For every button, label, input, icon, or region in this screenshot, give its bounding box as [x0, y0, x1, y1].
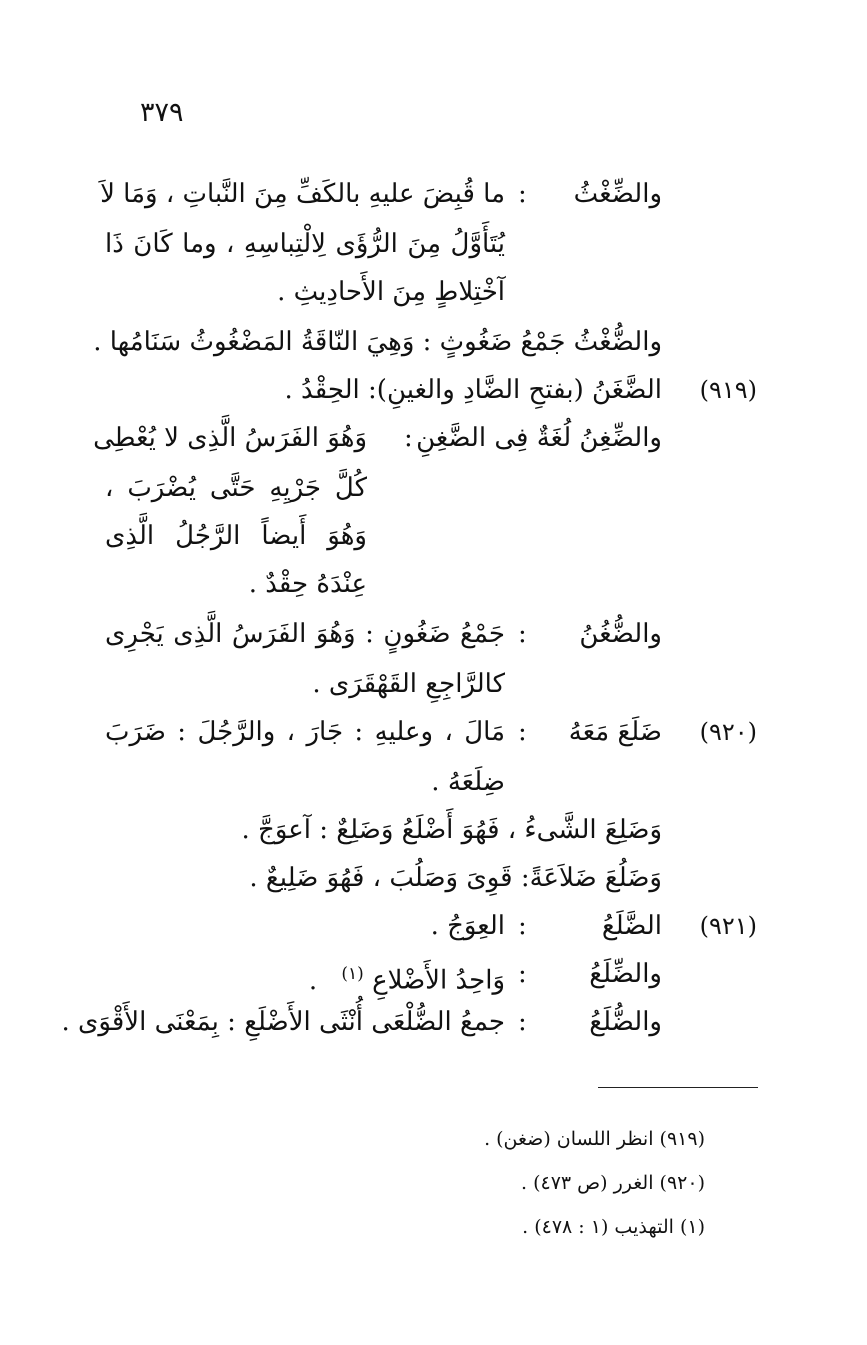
entry-line: والضُّغْثُ جَمْعُ ضَغُوثٍ : وَهِيَ النّاقَةُ المَضْغُوثُ سَنَامُها . [93, 327, 662, 357]
separator-colon: : [518, 1007, 527, 1037]
definition-line: وَهُوَ أَيضاً الرَّجُلُ الَّذِى [105, 521, 367, 551]
separator-colon: : [518, 911, 527, 941]
entry-line: الضَّغَنُ (بفتحِ الضَّادِ والغينِ): الحِقْدُ . [284, 375, 662, 405]
footnote: (٩١٩) انظر اللسان (ضغن) . [484, 1128, 705, 1150]
separator-colon: : [518, 717, 527, 747]
separator-colon: : [518, 179, 527, 209]
definition-line: عِنْدَهُ حِقْدٌ . [248, 569, 367, 599]
definition-line: وَهُوَ الفَرَسُ الَّذِى لا يُعْطِى [93, 423, 367, 453]
entry-number: (٩٢٠) [699, 718, 757, 746]
definition-line: كُلَّ جَرْيِهِ حَتَّى يُضْرَبَ ، [105, 473, 367, 503]
entry-line: وَضَلُعَ ضَلاَعَةً: قَوِىَ وَصَلُبَ ، فَهُوَ ضَلِيعٌ . [249, 863, 662, 893]
separator-colon: : [404, 423, 413, 453]
definition-line: العِوَجُ . [430, 911, 505, 941]
headword-dula3: والضُّلَعُ [589, 1007, 662, 1037]
definition-line: مَالَ ، وعليهِ : جَارَ ، والرَّجُلَ : ضَرَبَ [105, 717, 505, 747]
definition-line: آخْتِلاطٍ مِنَ الأَحادِيثِ . [277, 277, 505, 307]
definition-line: جمعُ الضُّلْعَى أُنْثَى الأَضْلَعِ : بِمَعْنَى الأَقْوَى . [61, 1007, 505, 1037]
page-number: ٣٧٩ [140, 97, 184, 128]
definition-end: . [308, 965, 318, 996]
headword-dala3: الضَّلَعُ [601, 911, 662, 941]
separator-colon: : [518, 959, 527, 989]
headword-daghth: والضِّغْثُ [573, 179, 662, 209]
headword-dughun: والضُّغُنُ [579, 619, 662, 649]
definition-line: كالرَّاجِعِ القَهْقَرَى . [312, 669, 505, 699]
entry-number: (٩٢١) [699, 912, 757, 940]
definition-line: جَمْعُ ضَغُونٍ : وَهُوَ الفَرَسُ الَّذِى يَجْرِى [105, 619, 505, 649]
headword-dila3: والضِّلَعُ [589, 959, 662, 989]
footnote-reference: (١) [341, 964, 364, 984]
headword-dighn: والضِّغِنُ لُغَةٌ فِى الضَّغِنِ [416, 423, 662, 453]
definition-line [309, 954, 505, 1001]
footnote: (١) التهذيب (١ : ٤٧٨) . [522, 1216, 705, 1238]
definition-text: وَاحِدُ الأَضْلاعِ [372, 965, 505, 996]
entry-number: (٩١٩) [699, 376, 757, 404]
headword-dala3a: ضَلَعَ مَعَهُ [568, 717, 662, 747]
footnote: (٩٢٠) الغرر (ص ٤٧٣) . [521, 1172, 705, 1194]
footnote-divider [598, 1087, 758, 1088]
separator-colon: : [518, 619, 527, 649]
definition-line: ضِلَعَهُ . [431, 767, 505, 797]
definition-line: ما قُبِضَ عليهِ بالكَفِّ مِنَ النَّباتِ ، وَمَا لاَ [100, 179, 505, 209]
definition-line: يُتَأَوَّلُ مِنَ الرُّؤَى لِالْتِباسِهِ ، وما كَانَ ذَا [105, 229, 505, 259]
entry-line: وَضَلِعَ الشَّىءُ ، فَهُوَ أَضْلَعُ وَضَلِعٌ : آعوَجَّ . [241, 815, 662, 845]
